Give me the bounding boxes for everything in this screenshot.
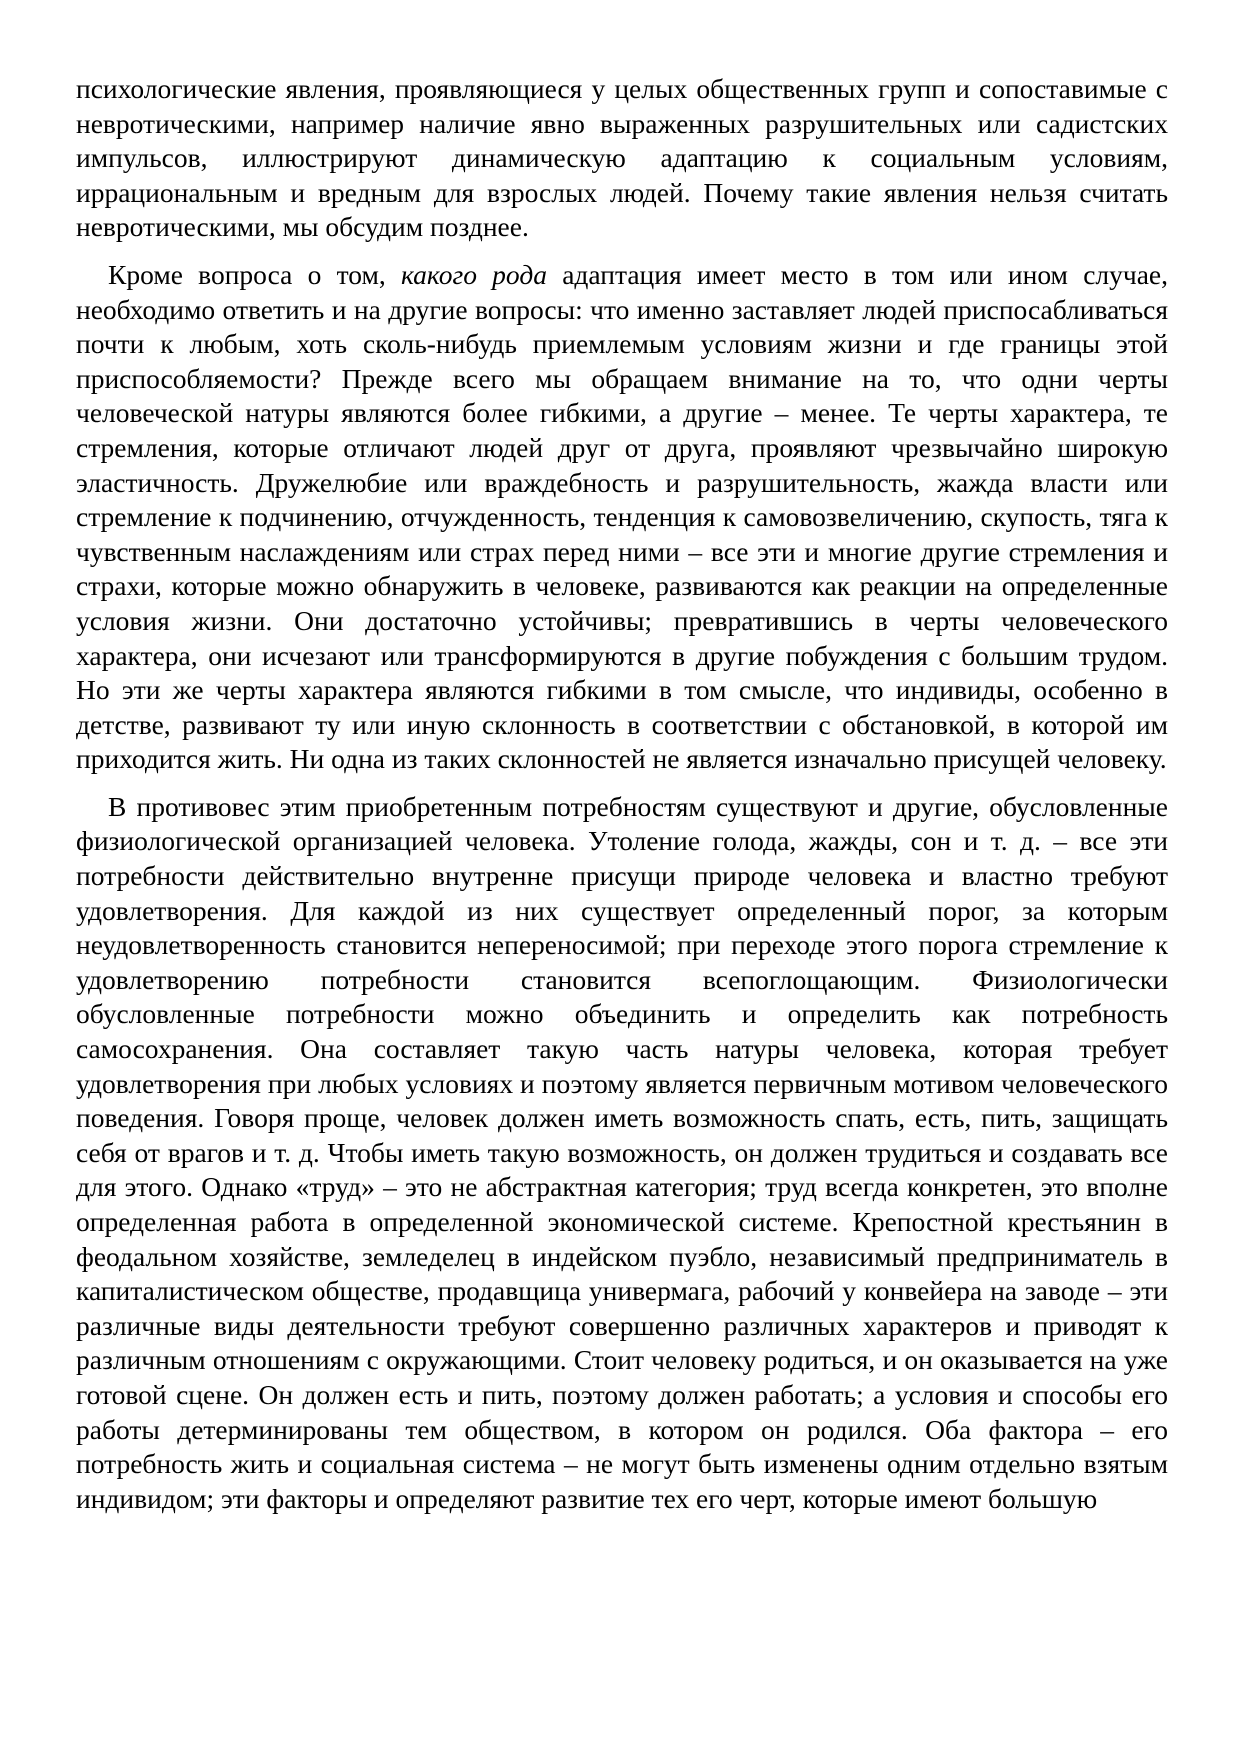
paragraph-physiological-needs: В противовес этим приобретенным потребностям существуют и другие, обусловленные физиологической организацией человека. Утоление голода, жажды, сон и т. д. – все эти потребности действительно внутренне присущи природе человека и властно требуют удовлетворения. Для каждой из них существует определенный порог, за которым неудовлетворенность становится непереносимой; при переходе этого порога стремление к удовлетворению потребности становится всепоглощающим. Физиологически обусловленные потребности можно объединить и определить как потребность самосохранения. Она составляет такую часть натуры человека, которая требует удовлетворения при любых условиях и поэтому является первичным мотивом человеческого поведения. Говоря проще, человек должен иметь возможность спать, есть, пить, защищать себя от врагов и т. д. Чтобы иметь такую возможность, он должен трудиться и создавать все для этого. Однако «труд» – это не абстрактная категория; труд всегда конкретен, это вполне определенная работа в определенной экономической системе. Крепостной крестьянин в феодальном хозяйстве, земледелец в индейском пуэбло, независимый предприниматель в капиталистическом обществе, продавщица универмага, рабочий у конвейера на заводе – эти различные виды деятельности требуют совершенно различных характеров и приводят к различным отношениям с окружающими. Стоит человеку родиться, и он оказывается на уже готовой сцене. Он должен есть и пить, поэтому должен работать; а условия и способы его работы детерминированы тем обществом, в котором он родился. Оба фактора – его потребность жить и социальная система – не могут быть изменены одним отдельно взятым индивидом; эти факторы и определяют развитие тех его черт, которые имеют большую: [76, 790, 1168, 1514]
paragraph-adaptation-lead: Кроме вопроса о том,: [108, 258, 401, 290]
paragraph-adaptation: [76, 258, 1168, 777]
italic-emphasis: какого рода: [400, 258, 547, 290]
paragraph-adaptation-body: адаптация имеет место в том или ином случае, необходимо ответить и на другие вопросы: что именно заставляет людей приспосабливаться почти к любым, хоть сколь-нибудь приемлемым условиям жизни и где границы этой приспособляемости? Прежде всего мы обращаем внимание на то, что одни черты человеческой натуры являются более гибкими, а другие – менее. Те черты характера, те стремления, которые отличают людей друг от друга, проявляют чрезвычайно широкую эластичность. Дружелюбие или враждебность и разрушительность, жажда власти или стремление к подчинению, отчужденность, тенденция к самовозвеличению, скупость, тяга к чувственным наслаждениям или страх перед ними – все эти и многие другие стремления и страхи, которые можно обнаружить в человеке, развиваются как реакции на определенные условия жизни. Они достаточно устойчивы; превратившись в черты человеческого характера, они исчезают или трансформируются в другие побуждения с большим трудом. Но эти же черты характера являются гибкими в том смысле, что индивиды, особенно в детстве, развивают ту или иную склонность в соответствии с обстановкой, в которой им приходится жить. Ни одна из таких склонностей не является изначально присущей человеку.: [76, 258, 1168, 775]
paragraph-continuation: психологические явления, проявляющиеся у целых общественных групп и сопоставимые с невротическими, например наличие явно выраженных разрушительных или садистских импульсов, иллюстрируют динамическую адаптацию к социальным условиям, иррациональным и вредным для взрослых людей. Почему такие явления нельзя считать невротическими, мы обсудим позднее.: [76, 73, 1168, 243]
document-page: [76, 72, 1168, 1712]
